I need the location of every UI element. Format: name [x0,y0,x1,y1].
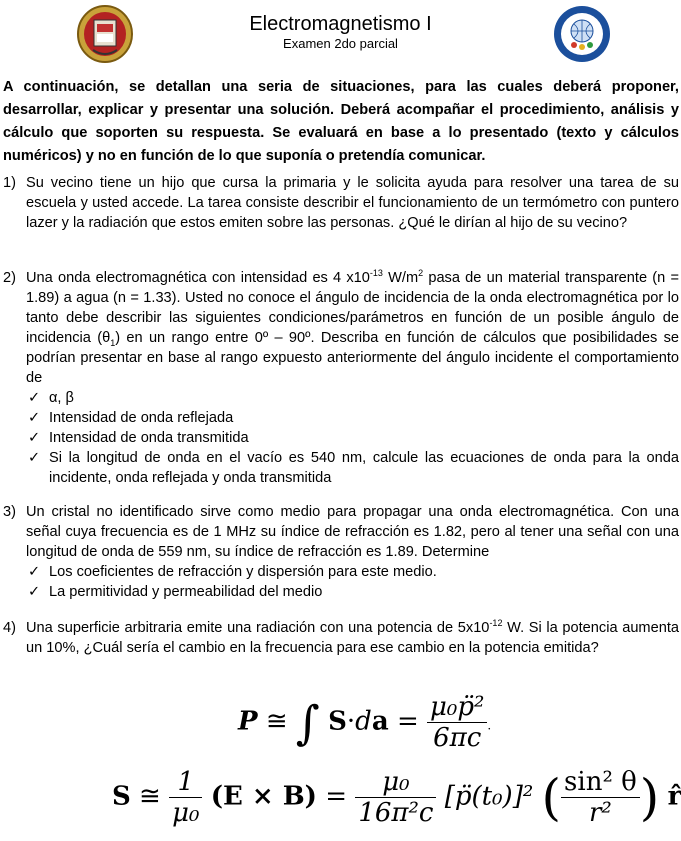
poynting-equation: S ≅ $\frac{1}{\text{μ₀}}$ (E × B) = $\frac{\text{μ₀}}{\text{16π²c}}$ [p̈(t₀)]² ( $\frac{\text{sin² θ}}{\text{r²}}$ ) r̂ [112,767,681,828]
checklist [26,388,679,488]
integral-symbol: ∫ [295,695,320,750]
question-number: 1) [3,175,16,191]
list-item: ✓ La permitividad y permeabilidad del medio [28,584,323,600]
fraction: $\frac{1}{\text{μ₀}}$ [169,767,202,828]
question-4 [3,618,679,658]
list-item: ✓ Intensidad de onda transmitida [28,430,249,446]
fraction: $\frac{\text{μ₀}}{\text{16π²c}}$ [355,767,436,828]
fraction: $\frac{\text{μ₀p̈²}}{6\pi c}$ [427,692,487,753]
list-item: ✓ Los coeficientes de refracción y dispersión para este medio. [28,564,437,580]
check-icon: ✓ [28,584,41,600]
check-icon: ✓ [28,450,41,466]
check-icon: ✓ [28,390,41,406]
question-2 [3,268,679,488]
list-item: ✓ α, β [28,390,74,406]
question-number: 3) [3,504,16,520]
fraction: $\frac{\text{sin² θ}}{\text{r²}}$ [561,767,640,828]
question-text: Una superficie arbitraria emite una radiación con una potencia de $5x10^{-12}$ W. Si la potencia aumenta un 10%, ¿Cuál sería el cambio en la frecuencia para ese cambio en la potencia emitida? [26,618,679,656]
page-subtitle: Examen 2do parcial [283,36,398,51]
list-item: ✓ Si la longitud de onda en el vacío es 540 nm, calcule las ecuaciones de onda para la onda incidente, onda reflejada y onda transmitida [28,450,679,486]
check-icon: ✓ [28,564,41,580]
power-equation: P ≅ ∫ S·da = $\frac{\text{μ₀p̈²}}{6\pi c}$ . [238,692,492,753]
exam-header [0,12,681,52]
page-title: Electromagnetismo I [249,13,432,35]
question-number: 2) [3,270,16,286]
question-3 [3,502,679,602]
checklist [26,562,679,602]
question-text: Un cristal no identificado sirve como medio para propagar una onda electromagnética. Con una señal cuya frecuencia es de 1 MHz su índice de refracción es 1.82, pero al tener una señal con una longitud de onda de 559 nm, su índice de refracción es 1.89. Determine ✓ Los coeficientes de refracción y dispersión para este medio. ✓ La permitividad y permeabilidad del medio [26,504,679,600]
list-item: ✓ Intensidad de onda reflejada [28,410,234,426]
check-icon: ✓ [28,430,41,446]
question-text: Su vecino tiene un hijo que cursa la primaria y le solicita ayuda para resolver una tarea de su escuela y usted accede. La tarea consiste describir el funcionamiento de un termómetro con puntero lazer y la radiación que estos emiten sobre las personas. ¿Qué le dirían al hijo de su vecino? [26,175,679,231]
question-text: Una onda electromagnética con intensidad es 4 $x10^{-13}$ $W/m^2$ pasa de un material transparente (n = 1.89) a agua (n = 1.33). Usted no conoce el ángulo de incidencia de la onda electromagnética por lo tanto debe describir las siguientes condiciones/parámetros en función de un posible ángulo de incidencia $(\theta_1)$ en un rango entre 0º – 90º. Describa en función de cálculos que posibilidades se podrían presentar en base al rango expuesto anteriormente del ángulo incidente el comportamiento de ✓ α, β ✓ Intensidad de onda reflejada ✓ Intensidad de onda transmitida ✓ Si la longitud de onda en el vacío es 540 nm, calcule las ecuaciones de onda para la onda incidente, onda reflejada y onda transmitida [26,268,680,486]
check-icon: ✓ [28,410,41,426]
question-1 [3,173,679,233]
instructions-paragraph: A continuación, se detallan una seria de situaciones, para las cuales deberá proponer, desarrollar, explicar y presentar una solución. Deberá acompañar el procedimiento, análisis y cálculo que soporten su respuesta. Se evaluará en base a lo presentado (texto y cálculos numéricos) y no en función de lo que suponía o pretendía comunicar. [3,79,679,164]
question-number: 4) [3,620,16,636]
